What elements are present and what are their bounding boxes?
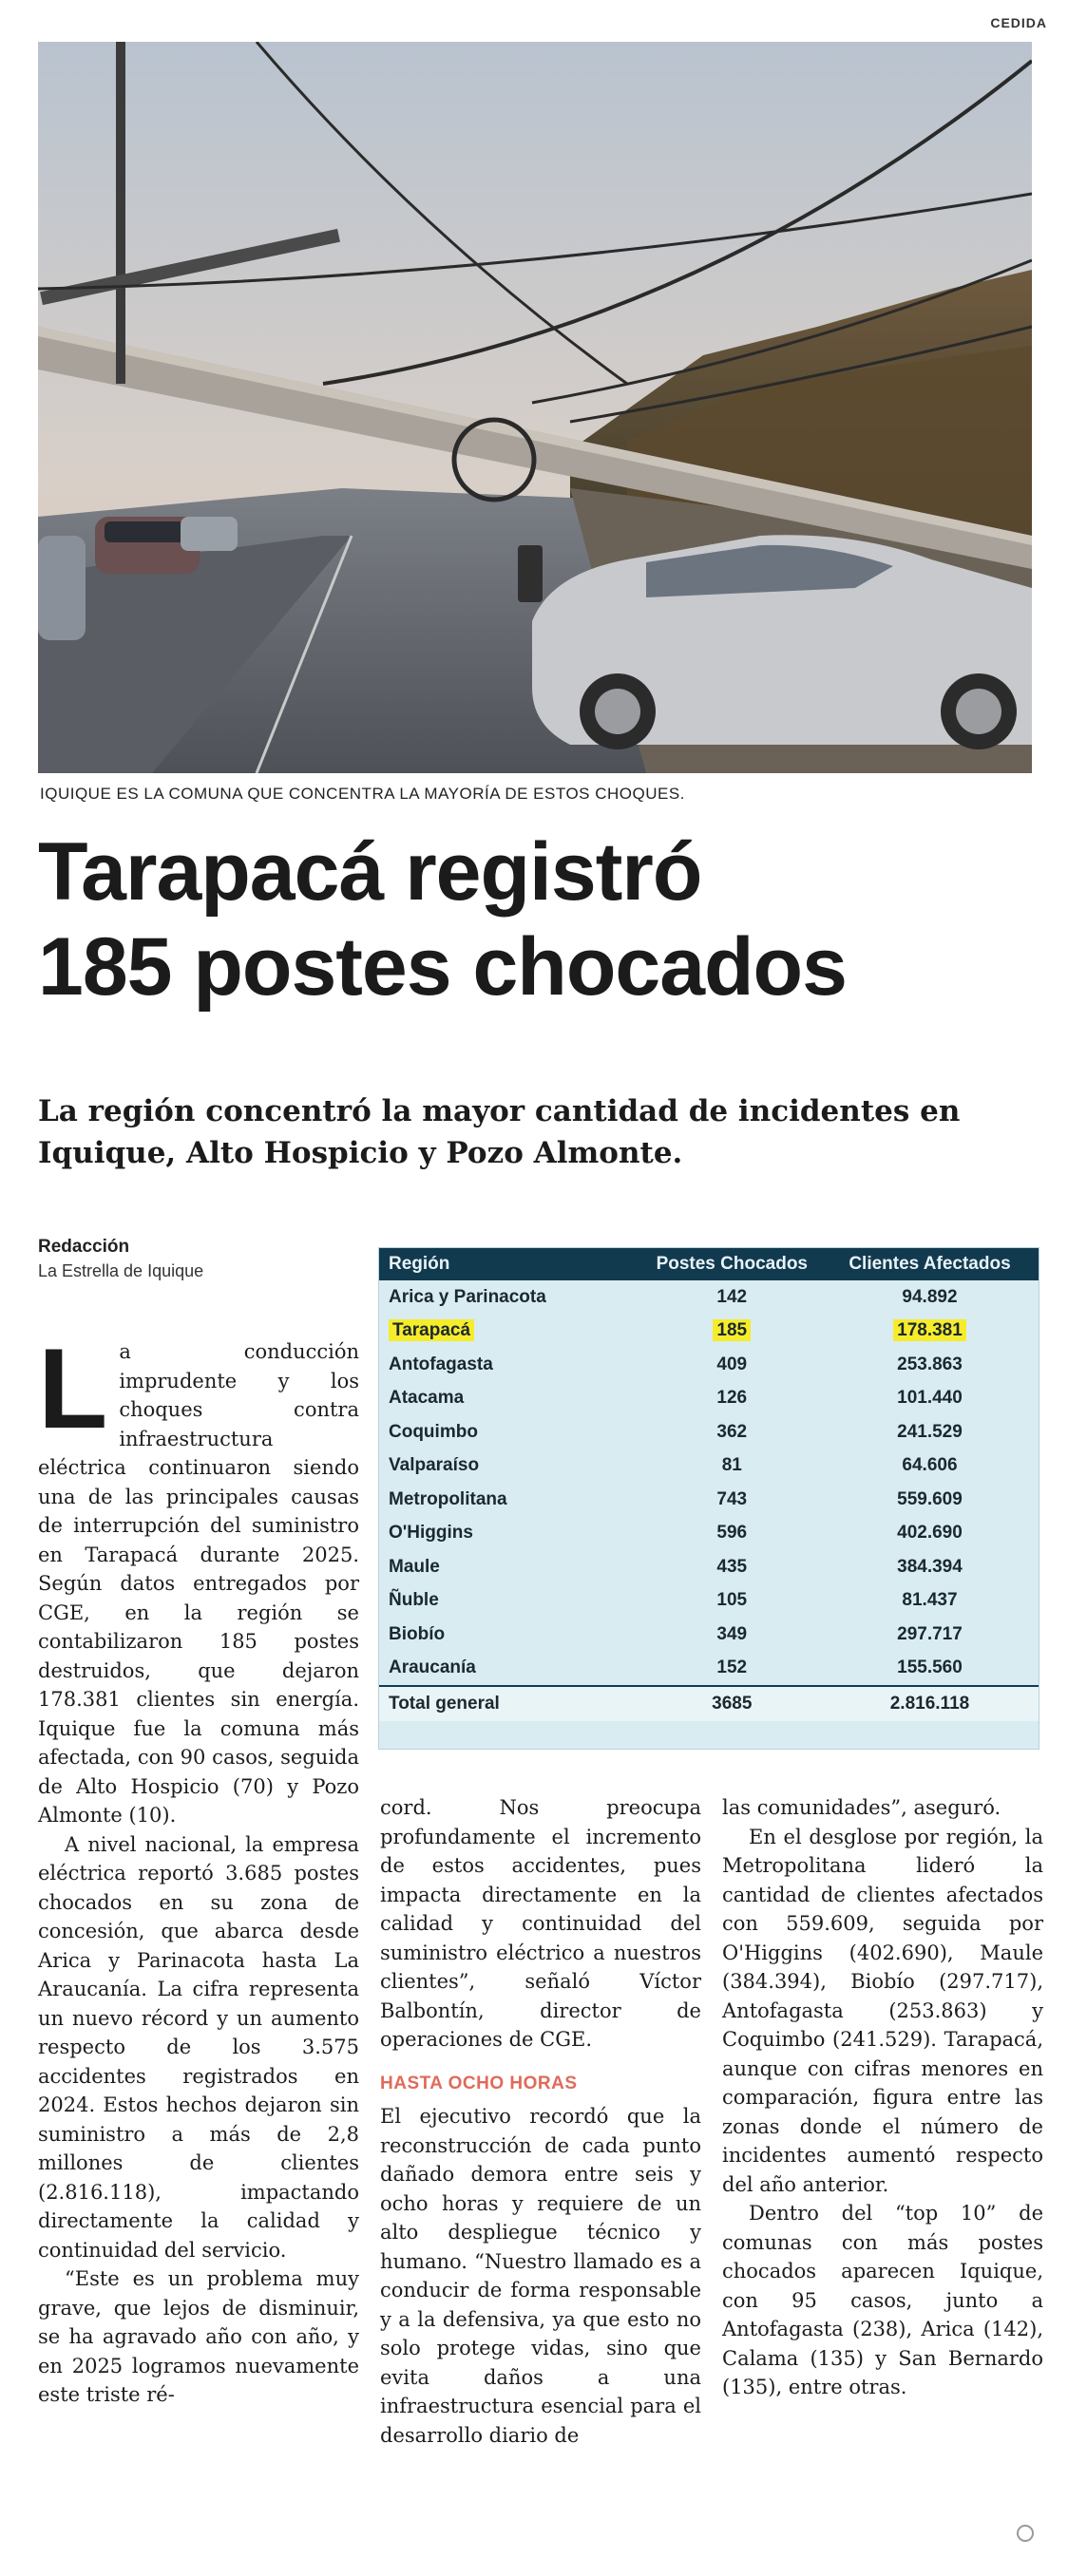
cell-clientes: 2.816.118 [821, 1686, 1039, 1721]
highlight-marker: 178.381 [893, 1319, 966, 1341]
cell-clientes: 155.560 [897, 1657, 963, 1678]
cell-postes: 142 [716, 1286, 748, 1307]
cell-postes: 362 [716, 1421, 748, 1442]
cell-region: Maule [389, 1556, 440, 1577]
cell-region: Total general [379, 1686, 643, 1721]
cell-region: O'Higgins [389, 1523, 473, 1544]
table-row [379, 1348, 1039, 1382]
table-row [379, 1415, 1039, 1449]
cell-region: Ñuble [389, 1590, 439, 1611]
cell-postes: 126 [716, 1388, 748, 1409]
cell-region: Arica y Parinacota [389, 1286, 546, 1307]
cell-region: Metropolitana [389, 1488, 507, 1509]
article-paragraph [38, 1325, 359, 1830]
article-paragraph: El ejecutivo recordó que la reconstrucción de cada punto dañado demora entre seis y ocho horas y requiere de un alto despliegue técnico y humano. “Nuestro llamado es a conducir de forma responsable y a la defensiva, ya que esto no solo protege vidas, sino que evita daños a una infraestructura esencial para el desarrollo diario de [380, 2105, 701, 2447]
table-header-row [379, 1248, 1039, 1280]
cell-clientes: 559.609 [897, 1488, 963, 1509]
column-header-clientes: Clientes Afectados [821, 1248, 1039, 1280]
subheadline: La región concentró la mayor cantidad de incidentes en Iquique, Alto Hospicio y Pozo Almonte. [38, 1094, 961, 1170]
highlight-marker: 185 [713, 1319, 751, 1341]
section-title: HASTA OCHO HORAS [380, 2073, 578, 2093]
table-row [379, 1280, 1039, 1315]
byline-publication: La Estrella de Iquique [38, 1261, 204, 1280]
paragraph-text: a conducción imprudente y los choques contra infraestructura eléctrica continuaron siendo una de las principales causas de interrupción del suministro en Tarapacá durante 2025. Según datos entregados por CGE, en la región se contabilizaron 185 postes destruidos, que dejaron 178.381 clientes sin energía. Iquique fue la comuna más afectada, con 90 casos, seguida de Alto Hospicio (70) y Pozo Almonte (10). [38, 1340, 359, 1827]
cell-postes: 409 [716, 1354, 748, 1374]
cell-clientes [821, 1315, 1039, 1349]
photo-caption: IQUIQUE ES LA COMUNA QUE CONCENTRA LA MAYORÍA DE ESTOS CHOQUES. [40, 785, 685, 803]
cell-region: Antofagasta [389, 1354, 493, 1374]
cell-clientes: 81.437 [902, 1590, 958, 1611]
byline-author: Redacción [38, 1237, 130, 1257]
cell-postes: 105 [716, 1590, 748, 1611]
article-column-1 [38, 1325, 359, 2410]
article-paragraph: las comunidades”, aseguró. [722, 1796, 1001, 1819]
photo-credit: CEDIDA [990, 15, 1047, 30]
column-header-postes: Postes Chocados [643, 1248, 821, 1280]
cell-clientes: 253.863 [897, 1354, 963, 1374]
cell-clientes: 384.394 [897, 1556, 963, 1577]
table-row [379, 1584, 1039, 1619]
headline [38, 824, 1045, 1014]
article-paragraph: En el desglose por región, la Metropolitana lideró la cantidad de clientes afectados con 559.609, seguida por O'Higgins (402.690), Maule (384.394), Biobío (297.717), Antofagasta (253.863) y Coquimbo (241.529). Tarapacá, aunque con cifras menores en comparación, figura entre las zonas donde el número de incidentes aumentó respecto del año anterior. [722, 1825, 1043, 2196]
table-row [379, 1382, 1039, 1416]
cell-clientes: 101.440 [897, 1388, 963, 1409]
table-row-highlighted [379, 1315, 1039, 1349]
article-column-3 [722, 1793, 1043, 2402]
headline-line-1: Tarapacá registró [38, 826, 702, 918]
article-paragraph: Dentro del “top 10” de comunas con más postes chocados aparecen Iquique, con 95 casos, junto a Antofagasta (238), Arica (142), Calama (135) y San Bernardo (135), entre otras. [722, 2202, 1043, 2398]
cell-clientes: 297.717 [897, 1623, 963, 1644]
article-column-2 [380, 1793, 701, 2450]
cell-region: Atacama [389, 1388, 465, 1409]
data-table [378, 1247, 1039, 1750]
table-row [379, 1517, 1039, 1551]
cell-postes: 152 [716, 1657, 748, 1678]
cell-region: Biobío [389, 1623, 446, 1644]
cell-clientes: 241.529 [897, 1421, 963, 1442]
table-row [379, 1449, 1039, 1484]
cell-region: Coquimbo [389, 1421, 478, 1442]
cell-postes: 596 [716, 1523, 748, 1544]
article-paragraph: A nivel nacional, la empresa eléctrica reportó 3.685 postes chocados en su zona de concesión, que abarca desde Arica y Parinacota hasta La Araucanía. La cifra representa un nuevo récord y un aumento respecto de los 3.575 accidentes registrados en 2024. Estos hechos dejaron sin suministro a más de 2,8 millones de clientes (2.816.118), impactando directamente la calidad y continuidad del servicio. [38, 1832, 359, 2262]
cell-region: Araucanía [389, 1657, 476, 1678]
table-row [379, 1483, 1039, 1517]
article-paragraph: cord. Nos preocupa profundamente el incremento de estos accidentes, pues impacta directamente en la calidad y continuidad del suministro eléctrico a nuestros clientes”, señaló Víctor Balbontín, director de operaciones de CGE. [380, 1796, 701, 2051]
table-total-row [379, 1686, 1039, 1721]
table-row [379, 1550, 1039, 1584]
byline [38, 1237, 203, 1281]
table-row [379, 1652, 1039, 1687]
end-of-article-icon [1017, 2525, 1034, 2542]
cell-postes: 435 [716, 1556, 748, 1577]
cell-postes: 3685 [643, 1686, 821, 1721]
article-paragraph: “Este es un problema muy grave, que lejos de disminuir, se ha agravado año con año, y en 2025 logramos nuevamente este triste ré- [38, 2267, 359, 2406]
news-photo [38, 42, 1032, 773]
cell-clientes: 94.892 [902, 1286, 958, 1307]
column-header-region: Región [379, 1248, 643, 1280]
headline-line-2: 185 postes chocados [38, 921, 847, 1013]
cell-postes: 743 [716, 1488, 748, 1509]
cell-region [379, 1315, 643, 1349]
table-row [379, 1618, 1039, 1652]
cell-clientes: 402.690 [897, 1523, 963, 1544]
drop-cap: L [38, 1325, 108, 1452]
cell-postes: 349 [716, 1623, 748, 1644]
highlight-marker: Tarapacá [389, 1319, 474, 1341]
cell-region: Valparaíso [389, 1455, 480, 1476]
cell-postes: 81 [721, 1455, 742, 1476]
cell-postes [643, 1315, 821, 1349]
cell-clientes: 64.606 [902, 1455, 958, 1476]
